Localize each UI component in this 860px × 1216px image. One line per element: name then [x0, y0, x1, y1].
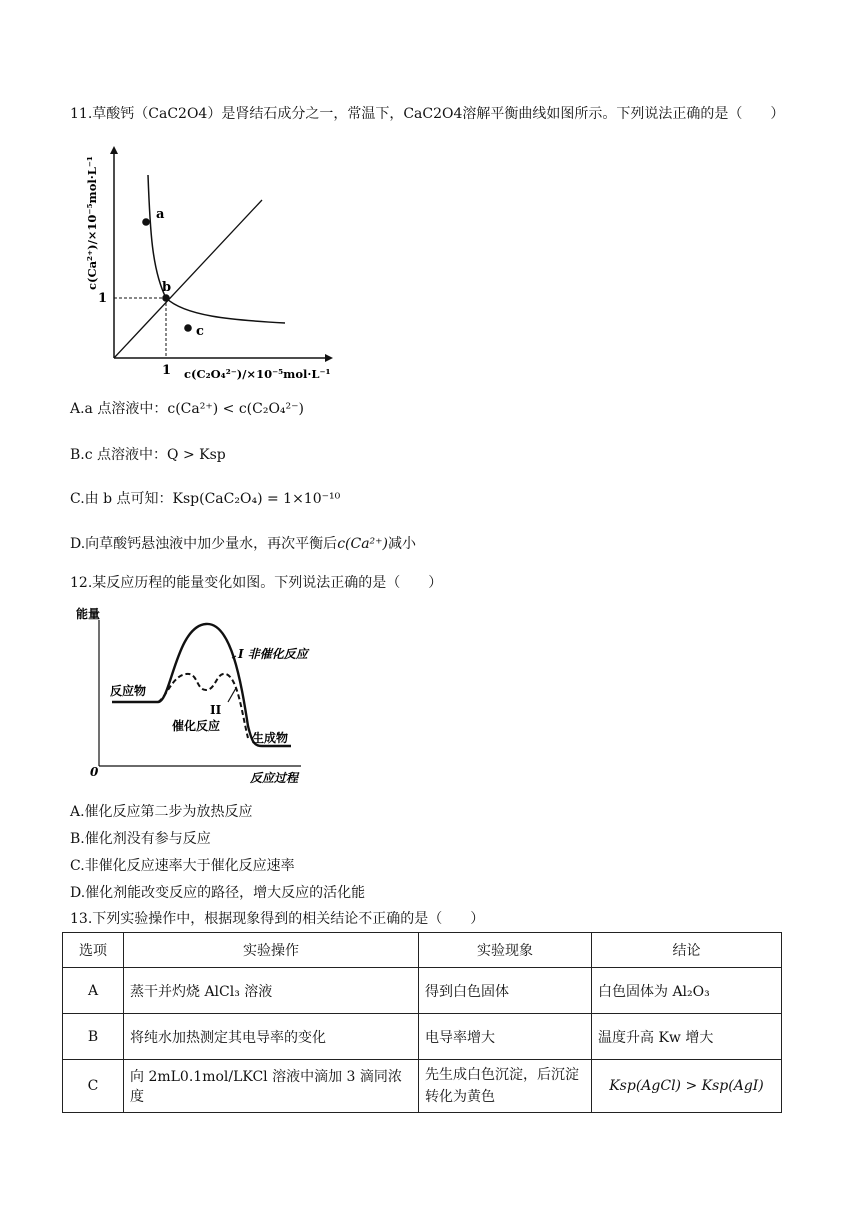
q11-diagonal-line [114, 200, 262, 358]
q11-option-a: A.a 点溶液中：c(Ca²⁺) < c(C₂O₄²⁻) [70, 401, 304, 417]
q13-cell-operation: 蒸干并灼烧 AlCl₃ 溶液 [124, 968, 419, 1014]
q11-option-d-part2: 减小 [388, 536, 417, 552]
q11-stem-part3: 溶解平衡曲线如图所示。下列说法正确的是（ ） [462, 106, 785, 122]
q11-option-b: B.c 点溶液中：Q > Ksp [70, 447, 226, 463]
q13-cell-operation: 向 2mL0.1mol/LKCl 溶液中滴加 3 滴同浓度 [124, 1060, 419, 1113]
q11-formula-1: CaC2O4 [148, 106, 208, 122]
q11-x-arrow-icon [325, 354, 333, 362]
q12-y-label: 能量 [76, 607, 101, 621]
q12-leader-2 [228, 688, 236, 702]
q11-x-axis-label: c(C₂O₄²⁻)/×10⁻⁵mol·L⁻¹ [184, 367, 331, 381]
q12-stem: 12.某反应历程的能量变化如图。下列说法正确的是（ ） [70, 575, 443, 591]
q13-header-option: 选项 [63, 933, 124, 968]
q11-stem [70, 104, 784, 124]
q13-header-phenomenon: 实验现象 [419, 933, 592, 968]
q11-y-arrow-icon [110, 146, 118, 154]
q11-option-d-formula: c(Ca²⁺) [337, 536, 389, 552]
q12-products: 生成物 [252, 731, 289, 745]
q12-option-c: C.非催化反应速率大于催化反应速率 [70, 858, 295, 874]
q12-origin: 0 [90, 765, 99, 779]
q13-table-header [63, 933, 782, 968]
table-row [63, 1014, 782, 1060]
q11-point-a-dot [142, 218, 150, 226]
q12-x-label: 反应过程 [250, 771, 299, 785]
q11-label-b: b [162, 280, 172, 295]
q13-table [62, 932, 782, 1113]
q13-cell-phenomenon: 电导率增大 [419, 1014, 592, 1060]
q11-option-d-part1: D.向草酸钙悬浊液中加少量水，再次平衡后 [70, 536, 338, 552]
q12-reactants: 反应物 [110, 684, 147, 698]
q11-stem-part2: ）是肾结石成分之一，常温下， [207, 106, 404, 122]
q11-label-a: a [156, 207, 165, 222]
q11-option-d [70, 534, 416, 554]
q12-option-d: D.催化剂能改变反应的路径，增大反应的活化能 [70, 885, 366, 901]
q13-cell-option: C [63, 1060, 124, 1113]
q13-cell-operation: 将纯水加热测定其电导率的变化 [124, 1014, 419, 1060]
q11-tick-x: 1 [162, 363, 172, 378]
q12-curve2-num: II [210, 703, 222, 717]
q12-curve1-label: I 非催化反应 [238, 647, 308, 661]
q13-cell-option: B [63, 1014, 124, 1060]
q11-option-c: C.由 b 点可知：Ksp(CaC₂O₄) = 1×10⁻¹⁰ [70, 491, 341, 507]
q11-point-b-dot [162, 294, 170, 302]
q13-cell-conclusion: 温度升高 Kw 增大 [592, 1014, 782, 1060]
q11-tick-y: 1 [98, 291, 108, 306]
q13-cell-option: A [63, 968, 124, 1014]
table-row [63, 968, 782, 1014]
q13-stem: 13.下列实验操作中，根据现象得到的相关结论不正确的是（ ） [70, 911, 485, 927]
q11-solubility-graph [80, 140, 350, 390]
q12-option-b: B.催化剂没有参与反应 [70, 831, 211, 847]
q12-option-a: A.催化反应第二步为放热反应 [70, 804, 253, 820]
q13-cell-phenomenon: 先生成白色沉淀，后沉淀转化为黄色 [419, 1060, 592, 1113]
q13-cell-conclusion: 白色固体为 Al₂O₃ [592, 968, 782, 1014]
q12-energy-diagram [76, 606, 336, 786]
q11-stem-part1: 11.草酸钙（ [70, 106, 149, 122]
q11-point-c-dot [184, 324, 192, 332]
q11-y-axis-label: c(Ca²⁺)/×10⁻⁵mol·L⁻¹ [85, 156, 99, 290]
table-row [63, 1060, 782, 1113]
q13-cell-conclusion: Ksp(AgCl) > Ksp(AgI) [592, 1060, 782, 1113]
q12-curve2-label: 催化反应 [172, 719, 221, 733]
q11-label-c: c [196, 324, 204, 339]
q11-formula-2: CaC2O4 [403, 106, 463, 122]
q13-cell-phenomenon: 得到白色固体 [419, 968, 592, 1014]
q13-header-conclusion: 结论 [592, 933, 782, 968]
q13-header-operation: 实验操作 [124, 933, 419, 968]
